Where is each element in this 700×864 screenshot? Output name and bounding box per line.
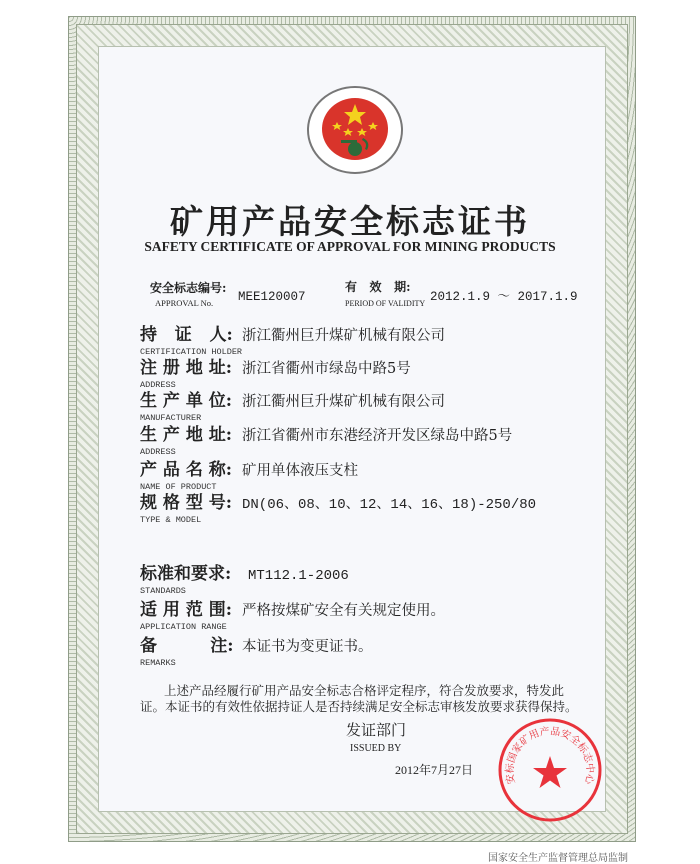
prod-address-label-en: ADDRESS <box>140 447 176 457</box>
validity-label: 有 效 期: <box>345 280 411 294</box>
product-name-value: 矿用单体液压支柱 <box>242 463 358 479</box>
holder-label-en: CERTIFICATION HOLDER <box>140 347 243 357</box>
approval-label-en: APPROVAL No. <box>155 298 214 308</box>
remarks-label: 备 注: <box>140 636 234 656</box>
validity-period: 2012.1.9 ～ 2017.1.9 <box>430 290 578 304</box>
prod-address-label: 生 产 地 址: <box>140 425 233 445</box>
statement-paragraph: 上述产品经履行矿用产品安全标志合格评定程序，符合发放要求，特发此证。本证书的有效性依据持证人是否持续满足安全标志审核发放要求获得保持。 <box>140 683 578 714</box>
seal-text: 安标国家矿用产品安全标志中心 <box>504 726 596 785</box>
product-name-label-en: NAME OF PRODUCT <box>140 482 217 492</box>
manufacturer-label: 生 产 单 位: <box>140 391 233 411</box>
manufacturer-label-en: MANUFACTURER <box>140 413 202 423</box>
certificate-subtitle: SAFETY CERTIFICATE OF APPROVAL FOR MINING PRODUCTS <box>144 239 556 254</box>
validity-label-en: PERIOD OF VALIDITY <box>345 299 426 308</box>
model-value: DN(06、08、10、12、14、16、18)-250/80 <box>242 497 537 513</box>
application-value: 严格按煤矿安全有关规定使用。 <box>242 603 445 619</box>
prod-address-value: 浙江省衢州市东港经济开发区绿岛中路5号 <box>242 428 513 444</box>
official-seal <box>498 718 602 822</box>
reg-address-label-en: ADDRESS <box>140 380 176 390</box>
holder-label: 持 证 人: <box>140 325 233 345</box>
holder-value: 浙江衢州巨升煤矿机械有限公司 <box>242 328 445 344</box>
state-emblem-logo <box>307 86 403 174</box>
certificate-title: 矿用产品安全标志证书 <box>170 202 530 241</box>
remarks-value: 本证书为变更证书。 <box>242 639 373 655</box>
approval-label: 安全标志编号: <box>150 281 227 295</box>
footer-text: 国家安全生产监督管理总局监制 <box>488 853 628 864</box>
issued-by-label: 发证部门 <box>346 721 407 739</box>
product-name-label: 产 品 名 称: <box>140 460 233 480</box>
reg-address-value: 浙江省衢州市绿岛中路5号 <box>242 361 411 377</box>
issue-date: 2012年7月27日 <box>395 763 474 777</box>
manufacturer-value: 浙江衢州巨升煤矿机械有限公司 <box>242 394 445 410</box>
standards-value: MT112.1-2006 <box>248 568 349 584</box>
star-icon <box>533 756 567 788</box>
remarks-label-en: REMARKS <box>140 658 176 668</box>
model-label: 规 格 型 号: <box>140 493 233 513</box>
reg-address-label: 注 册 地 址: <box>140 358 233 378</box>
approval-number: MEE120007 <box>238 290 306 304</box>
model-label-en: TYPE & MODEL <box>140 515 202 525</box>
application-label: 适 用 范 围: <box>140 600 233 620</box>
standards-label: 标准和要求: <box>140 564 232 584</box>
standards-label-en: STANDARDS <box>140 586 186 596</box>
issued-by-label-en: ISSUED BY <box>350 743 402 754</box>
application-label-en: APPLICATION RANGE <box>140 622 227 632</box>
